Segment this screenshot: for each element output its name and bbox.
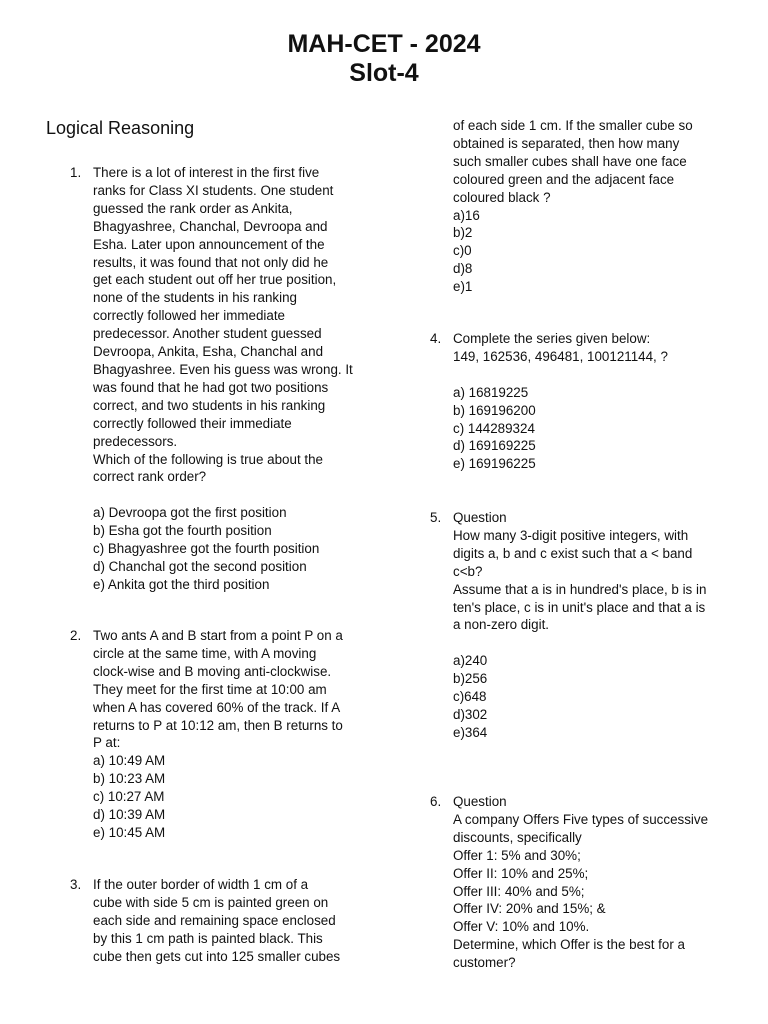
text-line: cube then gets cut into 125 smaller cubes	[93, 948, 341, 964]
answer-option: b) Esha got the fourth position	[93, 523, 272, 539]
question-6	[430, 793, 730, 972]
question-number: 1.	[70, 165, 82, 180]
question-number: 5.	[430, 510, 442, 525]
text-line: There is a lot of interest in the first five	[93, 165, 320, 180]
answer-option: b) 10:23 AM	[93, 771, 166, 787]
text-line: Offer V: 10% and 10%.	[453, 919, 590, 935]
text-line: by this 1 cm path is painted black. This	[93, 930, 323, 946]
text-line: circle at the same time, with A moving	[93, 645, 317, 661]
answer-option: e) 169196225	[453, 456, 536, 472]
answer-option: a)240	[453, 653, 488, 669]
text-line: correctly followed her immediate	[93, 308, 286, 324]
text-line: If the outer border of width 1 cm of a	[93, 877, 309, 892]
answer-option: a) 16819225	[453, 384, 529, 400]
text-line: ten's place, c is in unit's place and that a is	[453, 599, 706, 615]
answer-option: e)1	[453, 279, 473, 295]
question-text	[93, 164, 370, 594]
text-line: none of the students in his ranking	[93, 290, 297, 306]
text-line: of each side 1 cm. If the smaller cube so	[453, 118, 693, 133]
text-line: get each student out off her true position,	[93, 272, 337, 288]
question-number: 4.	[430, 331, 442, 346]
document-title	[0, 30, 768, 88]
text-line: a non-zero digit.	[453, 617, 550, 633]
title-line-2: Slot-4	[349, 59, 419, 87]
answer-option: c) 144289324	[453, 420, 535, 436]
text-line: Devroopa, Ankita, Esha, Chanchal and	[93, 344, 324, 360]
text-line: P at:	[93, 735, 121, 751]
question-text	[453, 330, 730, 473]
question-number: 6.	[430, 794, 442, 809]
question-1	[70, 164, 370, 594]
text-line: coloured black ?	[453, 189, 551, 205]
text-line: such smaller cubes shall have one face	[453, 153, 687, 169]
text-line: Question	[453, 794, 507, 809]
text-line: Two ants A and B start from a point P on a	[93, 628, 343, 643]
question-3	[70, 876, 370, 966]
text-line: each side and remaining space enclosed	[93, 912, 336, 928]
answer-option: a) 10:49 AM	[93, 753, 166, 769]
answer-option: e)364	[453, 724, 488, 740]
text-line: Question	[453, 510, 507, 525]
text-line: They meet for the first time at 10:00 am	[93, 681, 327, 697]
question-number: 2.	[70, 628, 82, 643]
text-line: Offer IV: 20% and 15%; &	[453, 901, 606, 917]
text-line: guessed the rank order as Ankita,	[93, 200, 293, 216]
text-line: Assume that a is in hundred's place, b is in	[453, 581, 707, 597]
text-line: How many 3-digit positive integers, with	[453, 527, 689, 543]
text-line: correctly followed their immediate	[93, 415, 292, 431]
answer-option: a)16	[453, 207, 480, 223]
text-line: Complete the series given below:	[453, 331, 651, 346]
answer-option: d) 169169225	[453, 438, 536, 454]
answer-option: d)8	[453, 261, 473, 277]
answer-option: e) 10:45 AM	[93, 824, 166, 840]
question-5	[430, 509, 730, 742]
answer-option: b) 169196200	[453, 402, 536, 418]
text-line: customer?	[453, 955, 516, 971]
answer-option: e) Ankita got the third position	[93, 576, 270, 592]
text-line: discounts, specifically	[453, 829, 582, 845]
text-line: returns to P at 10:12 am, then B returns to	[93, 717, 343, 733]
text-line: A company Offers Five types of successive	[453, 811, 709, 827]
question-4	[430, 330, 730, 473]
section-heading: Logical Reasoning	[46, 118, 195, 138]
question-3-continued	[430, 117, 730, 296]
answer-option: a) Devroopa got the first position	[93, 505, 287, 521]
text-line: clock-wise and B moving anti-clockwise.	[93, 663, 332, 679]
question-number: 3.	[70, 877, 82, 892]
text-line: when A has covered 60% of the track. If A	[93, 699, 341, 715]
text-line: obtained is separated, then how many	[453, 135, 680, 151]
text-line: results, it was found that not only did he	[93, 254, 329, 270]
text-line: Determine, which Offer is the best for a	[453, 937, 685, 953]
answer-option: b)256	[453, 671, 488, 687]
question-text	[93, 876, 370, 966]
text-line: digits a, b and c exist such that a < band	[453, 545, 693, 561]
answer-option: c)648	[453, 689, 487, 705]
text-line: Bhagyashree. Even his guess was wrong. It	[93, 361, 353, 377]
text-line: Which of the following is true about the	[93, 451, 324, 467]
answer-option: d) Chanchal got the second position	[93, 558, 307, 574]
text-line: Offer 1: 5% and 30%;	[453, 847, 581, 863]
text-line: predecessors.	[93, 433, 178, 449]
text-line: ranks for Class XI students. One student	[93, 182, 334, 198]
question-text	[453, 793, 730, 972]
text-line: Esha. Later upon announcement of the	[93, 236, 325, 252]
answer-option: b)2	[453, 225, 473, 241]
answer-option: c) 10:27 AM	[93, 789, 165, 805]
title-line-1: MAH-CET - 2024	[287, 30, 481, 58]
text-line: Bhagyashree, Chanchal, Devroopa and	[93, 218, 328, 234]
question-text	[453, 117, 730, 296]
answer-option: d) 10:39 AM	[93, 807, 166, 823]
text-line: c<b?	[453, 563, 483, 579]
answer-option: d)302	[453, 706, 488, 722]
text-line: was found that he had got two positions	[93, 379, 329, 395]
answer-option: c)0	[453, 243, 472, 259]
text-line: coloured green and the adjacent face	[453, 171, 675, 187]
question-text	[93, 627, 370, 842]
text-line: correct, and two students in his ranking	[93, 397, 326, 413]
text-line: Offer II: 10% and 25%;	[453, 865, 589, 881]
text-line: correct rank order?	[93, 469, 207, 485]
question-2	[70, 627, 370, 842]
text-line: Offer III: 40% and 5%;	[453, 883, 585, 899]
text-line: 149, 162536, 496481, 100121144, ?	[453, 348, 668, 364]
question-text	[453, 509, 730, 742]
text-line: predecessor. Another student guessed	[93, 326, 322, 342]
answer-option: c) Bhagyashree got the fourth position	[93, 541, 320, 557]
text-line: cube with side 5 cm is painted green on	[93, 894, 329, 910]
